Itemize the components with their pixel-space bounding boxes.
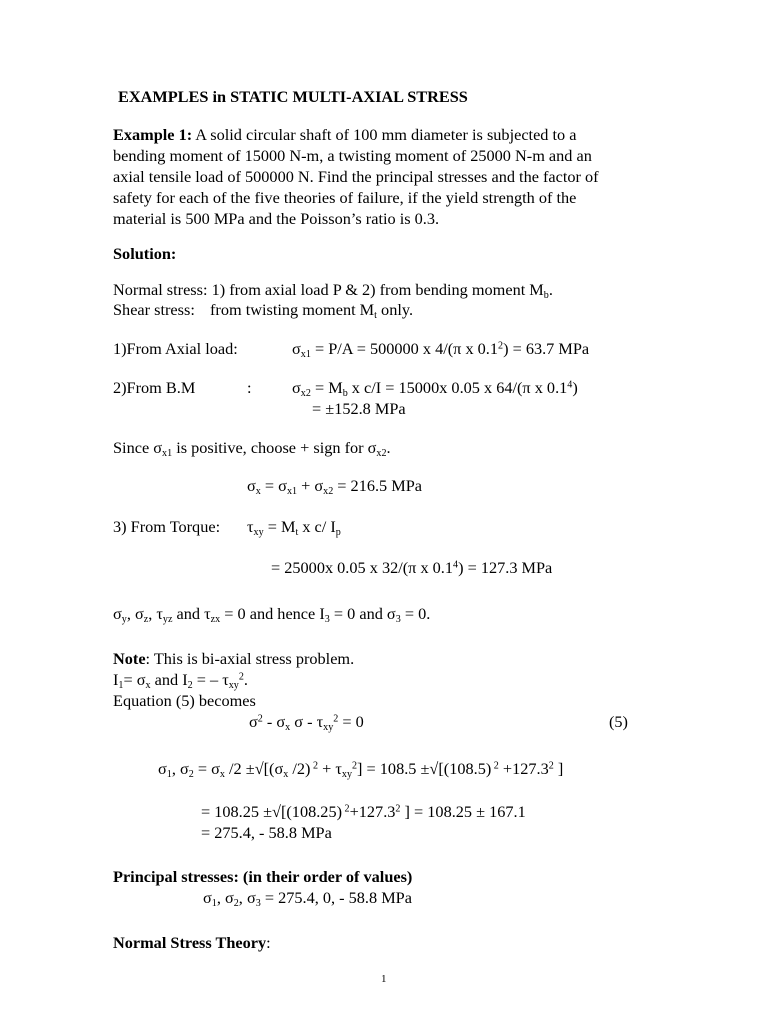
principal-stress-result: = 275.4, - 58.8 MPa xyxy=(201,823,332,842)
example-line: safety for each of the five theories of failure, if the yield strength of the xyxy=(113,188,577,207)
page-heading: EXAMPLES in STATIC MULTI-AXIAL STRESS xyxy=(118,87,468,106)
principal-stresses-values: $\sigma_1$, $\sigma_2$, $\sigma_3 = 275.4$, 0, - 58.8 MPa xyxy=(203,888,412,909)
bending-moment-equation: $\sigma_{x2} = M_b$ x c/I = 15000x 0.05 x 64/(π x $0.1^4$) xyxy=(292,378,578,399)
example-line: material is 500 MPa and the Poisson’s ratio is 0.3. xyxy=(113,209,440,228)
example-label: Example 1: xyxy=(113,125,193,144)
sigma-x-equation: $\sigma_x = \sigma_{x1} + \sigma_{x2} = 216.5$ MPa xyxy=(247,476,423,497)
invariants-line: $I_1= \sigma_x$ and $I_2$ = – $\tau_{xy}^2$. xyxy=(113,670,248,691)
bending-moment-result: = ±152.8 MPa xyxy=(312,399,406,418)
equation-number: (5) xyxy=(609,712,628,731)
equation-intro: Equation (5) becomes xyxy=(113,691,256,710)
normal-stress-line: Normal stress: 1) from axial load P & 2) from bending moment $M_b$. xyxy=(113,280,553,301)
solution-title: Solution: xyxy=(113,244,177,263)
torque-result: = 25000x 0.05 x 32/(π x $0.1^4) = 127.3$ MPa xyxy=(271,558,553,577)
normal-stress-theory-title: Normal Stress Theory: xyxy=(113,933,271,952)
zero-stress-line: $\sigma_y$, $\sigma_z$, $\tau_{yz}$ and $\tau_{zx} = 0$ and hence $I_3 = 0$ and $\sigma_3 = 0$. xyxy=(113,604,431,625)
sign-choice-line: Since $\sigma_{x1}$ is positive, choose + sign for $\sigma_{x2}$. xyxy=(113,438,391,459)
principal-stress-equation: $\sigma_1$, $\sigma_2 = \sigma_x$ $/2 \pm√[(\sigma_x$ /2) $^2 + \tau_{xy}^2] = 108.5 \pm√[(108.5)$ $^2 +127.3^2$ ] xyxy=(158,759,564,780)
principal-stresses-title: Principal stresses: (in their order of values) xyxy=(113,867,413,886)
example-line: bending moment of 15000 N-m, a twisting moment of 25000 N-m and an xyxy=(113,146,592,165)
torque-label: 3) From Torque: xyxy=(113,517,221,536)
bending-moment-label: 2)From B.M xyxy=(113,378,196,397)
note-label: Note xyxy=(113,649,146,668)
example-line: axial tensile load of 500000 N. Find the principal stresses and the factor of xyxy=(113,167,599,186)
example-line: Example 1: A solid circular shaft of 100 mm diameter is subjected to a xyxy=(113,125,577,144)
bending-moment-colon: : xyxy=(247,378,252,397)
shear-stress-line: Shear stress: from twisting moment $M_t$ only. xyxy=(113,300,414,321)
principal-stress-step: = 108.25 ±√[(108.25) $^2+127.3^2$ ] = 108.25 ± 167.1 xyxy=(201,802,526,821)
equation-5: $\sigma^2 - \sigma_x$ $\sigma - \tau_{xy}^2 = 0$ xyxy=(249,712,364,733)
axial-load-label: 1)From Axial load: xyxy=(113,339,238,358)
torque-equation: $\tau_{xy} = M_t$ x c/ $I_p$ xyxy=(247,517,341,538)
page-number: 1 xyxy=(381,973,387,985)
note-line: Note: This is bi-axial stress problem. xyxy=(113,649,355,668)
axial-load-equation: $\sigma_{x1} = P/A = 500000$ x 4/(π x $0.1^2) = 63.7$ MPa xyxy=(292,339,590,360)
